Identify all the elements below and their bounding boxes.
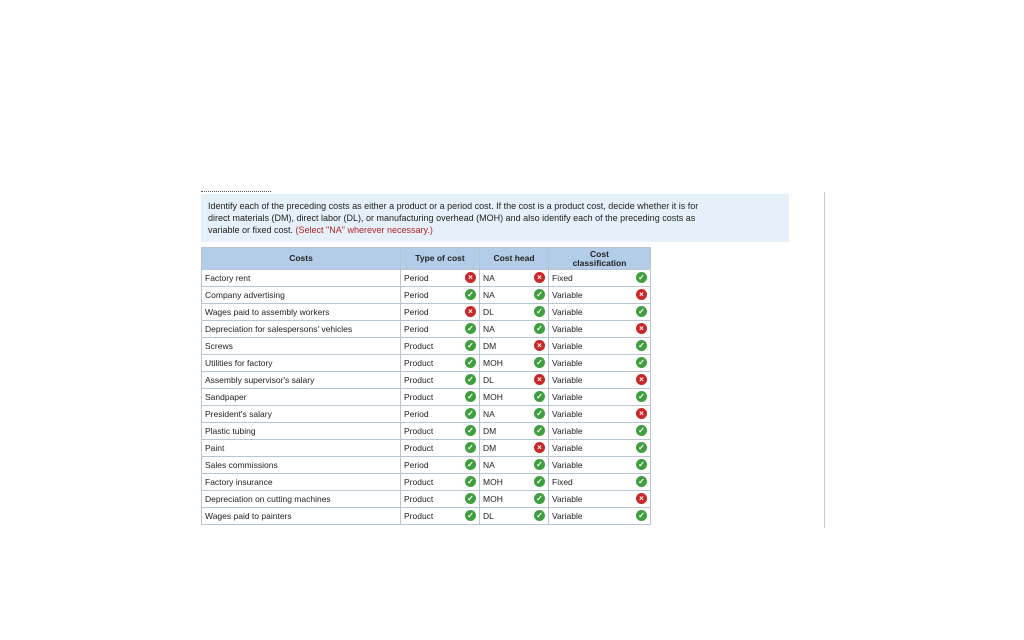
table-row <box>202 321 651 338</box>
cost-classification-select-value: Variable <box>552 290 583 300</box>
type-of-cost-select[interactable] <box>401 372 480 389</box>
cost-head-select[interactable] <box>480 389 549 406</box>
cost-classification-select-value: Variable <box>552 443 583 453</box>
type-of-cost-select[interactable] <box>401 457 480 474</box>
cost-head-select[interactable] <box>480 474 549 491</box>
cost-head-select-value: DL <box>483 307 494 317</box>
check-circle-icon: ✓ <box>465 289 476 300</box>
cost-classification-select[interactable] <box>549 491 651 508</box>
type-of-cost-select-value: Period <box>404 409 429 419</box>
cost-head-select[interactable] <box>480 406 549 423</box>
check-circle-icon: ✓ <box>636 510 647 521</box>
table-row <box>202 338 651 355</box>
cost-name-cell: Sandpaper <box>202 389 401 406</box>
cost-classification-select[interactable] <box>549 372 651 389</box>
check-circle-icon: ✓ <box>465 459 476 470</box>
cost-head-select-value: DM <box>483 426 497 436</box>
cost-name-cell: President's salary <box>202 406 401 423</box>
cost-classification-select[interactable] <box>549 508 651 525</box>
cost-classification-select-value: Fixed <box>552 477 573 487</box>
cost-head-select[interactable] <box>480 338 549 355</box>
header-cost-classification-line1: Cost <box>590 248 609 259</box>
check-circle-icon: ✓ <box>534 476 545 487</box>
cost-head-select[interactable] <box>480 491 549 508</box>
type-of-cost-select-value: Product <box>404 426 434 436</box>
type-of-cost-select[interactable] <box>401 508 480 525</box>
instructions-line-1: Identify each of the preceding costs as either a product or a period cost. If the cost is a product cost, decide whether it is for <box>208 201 699 211</box>
cost-name-cell: Depreciation for salespersons' vehicles <box>202 321 401 338</box>
check-circle-icon: ✓ <box>465 425 476 436</box>
header-cost-head: Cost head <box>480 248 549 270</box>
x-circle-icon: × <box>534 442 545 453</box>
cost-name-cell: Assembly supervisor's salary <box>202 372 401 389</box>
cost-classification-select-value: Variable <box>552 324 583 334</box>
check-circle-icon: ✓ <box>465 340 476 351</box>
cost-head-select-value: NA <box>483 324 495 334</box>
cost-head-select[interactable] <box>480 423 549 440</box>
type-of-cost-select-value: Product <box>404 477 434 487</box>
cost-head-select-value: NA <box>483 273 495 283</box>
x-circle-icon: × <box>636 374 647 385</box>
check-circle-icon: ✓ <box>465 357 476 368</box>
x-circle-icon: × <box>534 340 545 351</box>
cost-name-cell: Plastic tubing <box>202 423 401 440</box>
cost-name-cell: Screws <box>202 338 401 355</box>
header-type-of-cost: Type of cost <box>401 248 480 270</box>
cost-head-select[interactable] <box>480 457 549 474</box>
check-circle-icon: ✓ <box>636 442 647 453</box>
instructions-line-3 <box>208 224 789 236</box>
x-circle-icon: × <box>636 408 647 419</box>
cost-classification-select[interactable] <box>549 389 651 406</box>
header-cost-classification <box>549 248 651 270</box>
check-circle-icon: ✓ <box>636 476 647 487</box>
check-circle-icon: ✓ <box>465 408 476 419</box>
check-circle-icon: ✓ <box>636 340 647 351</box>
type-of-cost-select-value: Period <box>404 324 429 334</box>
table-row <box>202 406 651 423</box>
check-circle-icon: ✓ <box>636 391 647 402</box>
type-of-cost-select[interactable] <box>401 406 480 423</box>
check-circle-icon: ✓ <box>534 408 545 419</box>
x-circle-icon: × <box>636 323 647 334</box>
table-row <box>202 304 651 321</box>
check-circle-icon: ✓ <box>465 442 476 453</box>
type-of-cost-select-value: Product <box>404 341 434 351</box>
cost-classification-select[interactable] <box>549 287 651 304</box>
table-row <box>202 491 651 508</box>
check-circle-icon: ✓ <box>465 391 476 402</box>
check-circle-icon: ✓ <box>534 323 545 334</box>
cost-name-cell: Company advertising <box>202 287 401 304</box>
type-of-cost-select-value: Product <box>404 358 434 368</box>
cost-classification-select-value: Variable <box>552 426 583 436</box>
check-circle-icon: ✓ <box>534 510 545 521</box>
table-row <box>202 372 651 389</box>
type-of-cost-select[interactable] <box>401 440 480 457</box>
x-circle-icon: × <box>534 374 545 385</box>
cost-classification-select[interactable] <box>549 457 651 474</box>
type-of-cost-select-value: Product <box>404 392 434 402</box>
cost-head-select[interactable] <box>480 287 549 304</box>
table-row <box>202 355 651 372</box>
cost-classification-select[interactable] <box>549 406 651 423</box>
table-row <box>202 457 651 474</box>
cost-head-select[interactable] <box>480 508 549 525</box>
type-of-cost-select-value: Period <box>404 290 429 300</box>
instructions-note: (Select "NA" wherever necessary.) <box>295 225 433 235</box>
cost-head-select-value: MOH <box>483 392 503 402</box>
x-circle-icon: × <box>465 272 476 283</box>
check-circle-icon: ✓ <box>534 493 545 504</box>
right-border-rule <box>824 192 825 528</box>
cost-name-cell: Factory rent <box>202 270 401 287</box>
table-row <box>202 474 651 491</box>
type-of-cost-select-value: Product <box>404 443 434 453</box>
cost-classification-select-value: Variable <box>552 460 583 470</box>
cost-head-select[interactable] <box>480 304 549 321</box>
instructions-line-2: direct materials (DM), direct labor (DL), or manufacturing overhead (MOH) and also identify each of the preceding costs as <box>208 213 696 223</box>
type-of-cost-select[interactable] <box>401 491 480 508</box>
table-row <box>202 287 651 304</box>
cost-head-select-value: NA <box>483 460 495 470</box>
cost-classification-select[interactable] <box>549 270 651 287</box>
header-costs: Costs <box>202 248 401 270</box>
cost-head-select-value: DM <box>483 443 497 453</box>
check-circle-icon: ✓ <box>465 476 476 487</box>
cost-classification-select[interactable] <box>549 474 651 491</box>
cost-name-cell: Paint <box>202 440 401 457</box>
cost-name-cell: Factory insurance <box>202 474 401 491</box>
cost-classification-select-value: Variable <box>552 341 583 351</box>
table-row <box>202 389 651 406</box>
type-of-cost-select[interactable] <box>401 321 480 338</box>
check-circle-icon: ✓ <box>534 357 545 368</box>
type-of-cost-select-value: Product <box>404 511 434 521</box>
table-row <box>202 508 651 525</box>
type-of-cost-select-value: Period <box>404 460 429 470</box>
cost-name-cell: Wages paid to assembly workers <box>202 304 401 321</box>
cost-classification-select-value: Variable <box>552 375 583 385</box>
table-header-row <box>202 248 651 270</box>
type-of-cost-select[interactable] <box>401 423 480 440</box>
x-circle-icon: × <box>636 289 647 300</box>
x-circle-icon: × <box>465 306 476 317</box>
check-circle-icon: ✓ <box>636 459 647 470</box>
check-circle-icon: ✓ <box>465 323 476 334</box>
table-row <box>202 423 651 440</box>
cost-head-select[interactable] <box>480 372 549 389</box>
cost-head-select[interactable] <box>480 270 549 287</box>
instructions-box <box>201 194 789 242</box>
dotted-divider <box>201 191 271 192</box>
type-of-cost-select[interactable] <box>401 270 480 287</box>
cost-head-select-value: MOH <box>483 358 503 368</box>
check-circle-icon: ✓ <box>465 510 476 521</box>
type-of-cost-select-value: Product <box>404 375 434 385</box>
cost-classification-select-value: Variable <box>552 409 583 419</box>
check-circle-icon: ✓ <box>534 459 545 470</box>
check-circle-icon: ✓ <box>636 272 647 283</box>
cost-head-select-value: DM <box>483 341 497 351</box>
cost-classification-select[interactable] <box>549 321 651 338</box>
type-of-cost-select[interactable] <box>401 355 480 372</box>
check-circle-icon: ✓ <box>534 425 545 436</box>
cost-name-cell: Wages paid to painters <box>202 508 401 525</box>
type-of-cost-select[interactable] <box>401 338 480 355</box>
table-row <box>202 440 651 457</box>
cost-classification-select-value: Variable <box>552 358 583 368</box>
check-circle-icon: ✓ <box>534 289 545 300</box>
check-circle-icon: ✓ <box>636 306 647 317</box>
table-body <box>202 270 651 525</box>
type-of-cost-select-value: Product <box>404 494 434 504</box>
check-circle-icon: ✓ <box>465 493 476 504</box>
type-of-cost-select-value: Period <box>404 307 429 317</box>
cost-head-select-value: DL <box>483 511 494 521</box>
cost-name-cell: Depreciation on cutting machines <box>202 491 401 508</box>
cost-head-select-value: MOH <box>483 494 503 504</box>
cost-head-select[interactable] <box>480 355 549 372</box>
cost-classification-select[interactable] <box>549 304 651 321</box>
type-of-cost-select[interactable] <box>401 287 480 304</box>
cost-name-cell: Utilities for factory <box>202 355 401 372</box>
cost-classification-select-value: Variable <box>552 392 583 402</box>
check-circle-icon: ✓ <box>636 357 647 368</box>
header-cost-classification-line2: classification <box>572 257 627 268</box>
cost-classification-select[interactable] <box>549 338 651 355</box>
cost-head-select-value: NA <box>483 290 495 300</box>
check-circle-icon: ✓ <box>534 391 545 402</box>
table-row <box>202 270 651 287</box>
x-circle-icon: × <box>636 493 647 504</box>
cost-head-select-value: DL <box>483 375 494 385</box>
instructions-line-3-text: variable or fixed cost. <box>208 225 296 235</box>
x-circle-icon: × <box>534 272 545 283</box>
cost-classification-select-value: Fixed <box>552 273 573 283</box>
type-of-cost-select[interactable] <box>401 304 480 321</box>
check-circle-icon: ✓ <box>636 425 647 436</box>
check-circle-icon: ✓ <box>465 374 476 385</box>
cost-head-select[interactable] <box>480 321 549 338</box>
cost-classification-select[interactable] <box>549 423 651 440</box>
cost-classification-select-value: Variable <box>552 307 583 317</box>
cost-table <box>201 247 651 525</box>
cost-name-cell: Sales commissions <box>202 457 401 474</box>
type-of-cost-select[interactable] <box>401 389 480 406</box>
cost-head-select-value: NA <box>483 409 495 419</box>
cost-classification-select[interactable] <box>549 440 651 457</box>
cost-classification-select-value: Variable <box>552 494 583 504</box>
cost-head-select[interactable] <box>480 440 549 457</box>
check-circle-icon: ✓ <box>534 306 545 317</box>
type-of-cost-select[interactable] <box>401 474 480 491</box>
type-of-cost-select-value: Period <box>404 273 429 283</box>
cost-classification-select[interactable] <box>549 355 651 372</box>
cost-classification-select-value: Variable <box>552 511 583 521</box>
cost-head-select-value: MOH <box>483 477 503 487</box>
